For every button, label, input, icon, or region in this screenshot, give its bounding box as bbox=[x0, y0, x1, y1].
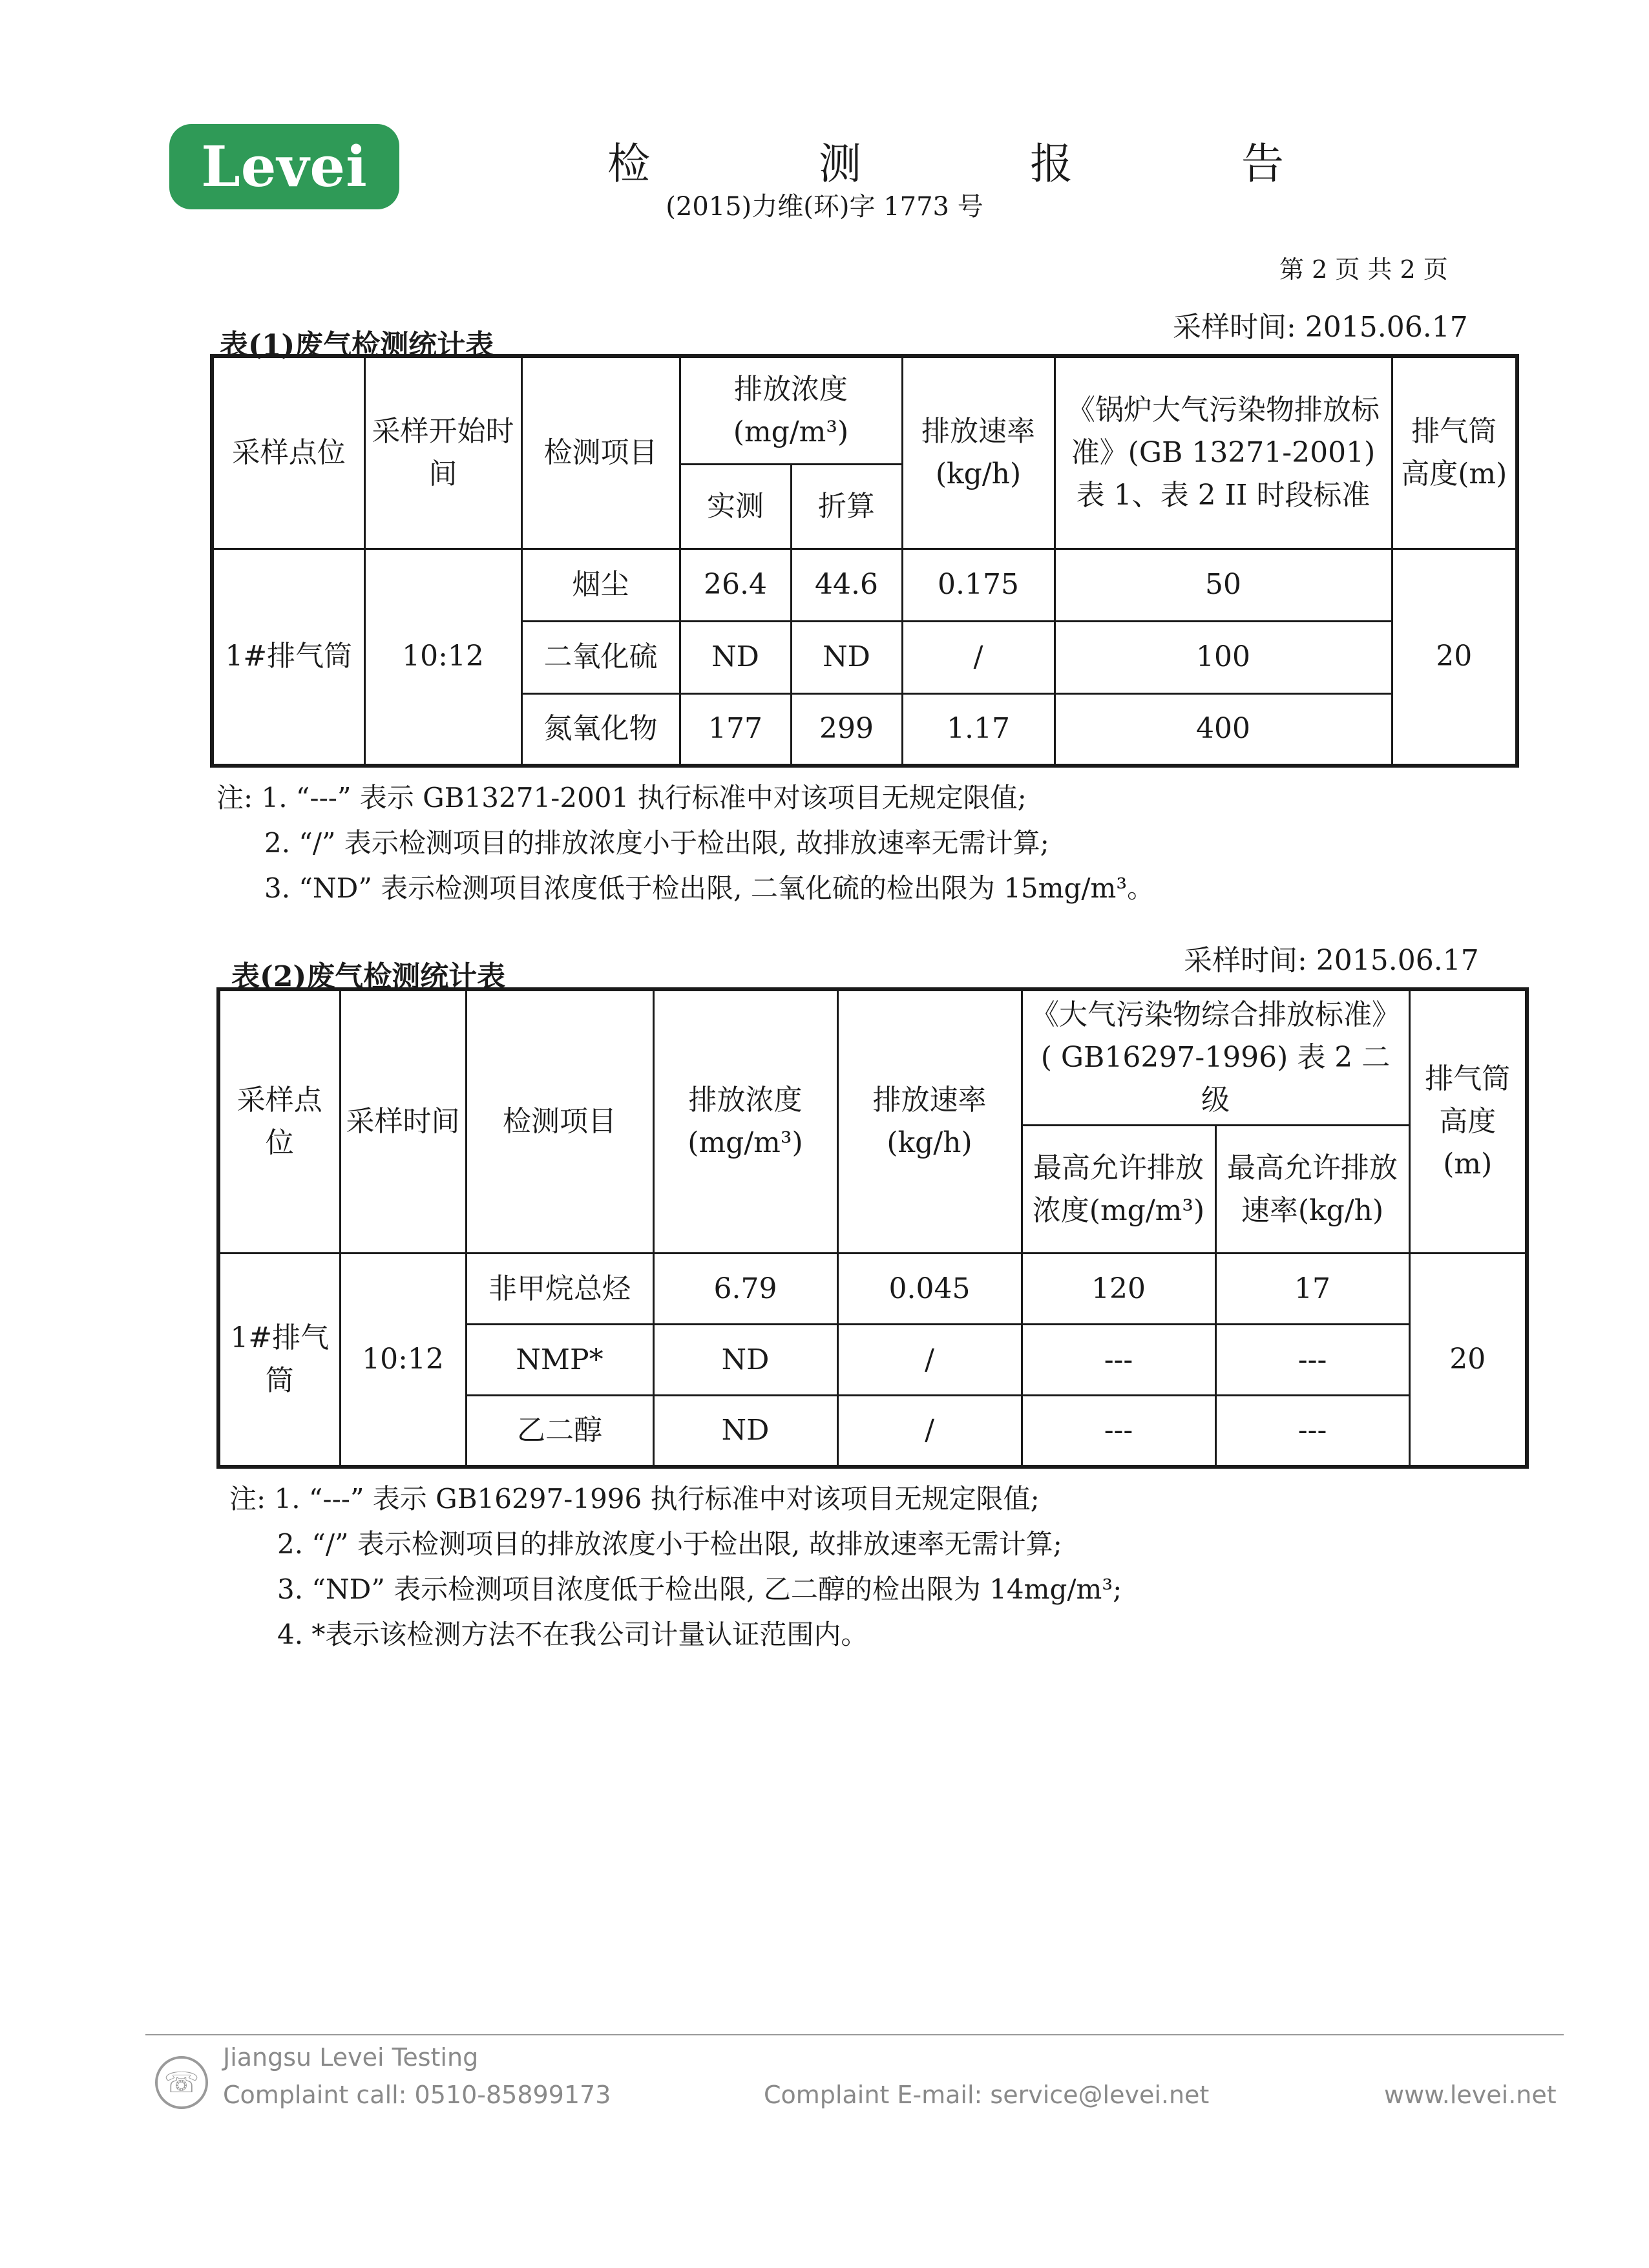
table1 bbox=[210, 354, 1519, 768]
t2-item: 非甲烷总烃 bbox=[466, 1254, 653, 1325]
t1-item: 氮氧化物 bbox=[521, 693, 680, 766]
report-number: (2015)力维(环)字 1773 号 bbox=[666, 192, 983, 222]
t2-header-standard: 《大气污染物综合排放标准》( GB16297-1996) 表 2 二级 bbox=[1022, 989, 1409, 1126]
t1-item: 烟尘 bbox=[521, 549, 680, 621]
t2-header-height: 排气筒高度(m) bbox=[1409, 989, 1527, 1254]
report-title: 检 测 报 告 bbox=[607, 139, 1361, 189]
t1-header-standard: 《锅炉大气污染物排放标准》(GB 13271-2001)表 1、表 2 II 时段标准 bbox=[1055, 356, 1392, 549]
t1-standard: 100 bbox=[1055, 621, 1392, 693]
t1-converted: 299 bbox=[791, 693, 902, 766]
t1-header-converted: 折算 bbox=[791, 465, 902, 549]
t2-max-concentration: --- bbox=[1022, 1396, 1215, 1467]
table1-notes bbox=[216, 775, 1154, 911]
phone-icon: ☏ bbox=[155, 2056, 208, 2109]
t2-header-rate: 排放速率(kg/h) bbox=[837, 989, 1022, 1254]
note-line: 3. “ND” 表示检测项目浓度低于检出限, 乙二醇的检出限为 14mg/m³; bbox=[277, 1573, 1122, 1605]
table-row bbox=[218, 1254, 1527, 1325]
t1-standard: 400 bbox=[1055, 693, 1392, 766]
note-line: 4. *表示该检测方法不在我公司计量认证范围内。 bbox=[277, 1619, 868, 1650]
t2-item: 乙二醇 bbox=[466, 1396, 653, 1467]
t2-header-time: 采样时间 bbox=[340, 989, 466, 1254]
footer-divider bbox=[145, 2034, 1564, 2035]
t2-height: 20 bbox=[1409, 1254, 1527, 1467]
t2-point: 1#排气筒 bbox=[218, 1254, 340, 1467]
t2-rate: / bbox=[837, 1325, 1022, 1396]
note-line: 3. “ND” 表示检测项目浓度低于检出限, 二氧化硫的检出限为 15mg/m³。 bbox=[264, 872, 1155, 904]
t1-standard: 50 bbox=[1055, 549, 1392, 621]
t1-header-height: 排气筒高度(m) bbox=[1392, 356, 1517, 549]
t1-measured: ND bbox=[680, 621, 791, 693]
note-line: 注: 1. “---” 表示 GB16297-1996 执行标准中对该项目无规定限值; bbox=[229, 1483, 1040, 1515]
t2-max-rate: 17 bbox=[1215, 1254, 1409, 1325]
table1-sample-time: 采样时间: 2015.06.17 bbox=[1173, 311, 1468, 344]
page-number: 第 2 页 共 2 页 bbox=[1279, 255, 1448, 284]
t1-rate: / bbox=[902, 621, 1055, 693]
note-line: 2. “/” 表示检测项目的排放浓度小于检出限, 故排放速率无需计算; bbox=[277, 1528, 1062, 1560]
t2-max-rate: --- bbox=[1215, 1396, 1409, 1467]
note-line: 2. “/” 表示检测项目的排放浓度小于检出限, 故排放速率无需计算; bbox=[264, 827, 1049, 859]
t1-header-concentration: 排放浓度(mg/m³) bbox=[680, 356, 902, 465]
t1-header-rate: 排放速率(kg/h) bbox=[902, 356, 1055, 549]
t1-measured: 177 bbox=[680, 693, 791, 766]
company-logo: Levei bbox=[169, 124, 399, 209]
t1-rate: 0.175 bbox=[902, 549, 1055, 621]
footer-company: Jiangsu Levei Testing bbox=[223, 2043, 479, 2072]
note-line: 注: 1. “---” 表示 GB13271-2001 执行标准中对该项目无规定限值; bbox=[216, 782, 1027, 814]
t2-item: NMP* bbox=[466, 1325, 653, 1396]
table2-title: 表(2)废气检测统计表 bbox=[231, 960, 506, 993]
t2-concentration: ND bbox=[653, 1396, 837, 1467]
t1-header-start-time: 采样开始时间 bbox=[364, 356, 521, 549]
footer-complaint-call: Complaint call: 0510-85899173 bbox=[223, 2081, 611, 2109]
t2-header-max-concentration: 最高允许排放浓度(mg/m³) bbox=[1022, 1126, 1215, 1254]
t1-time: 10:12 bbox=[364, 549, 521, 766]
table-row bbox=[212, 549, 1517, 621]
t2-header-max-rate: 最高允许排放速率(kg/h) bbox=[1215, 1126, 1409, 1254]
t2-header-item: 检测项目 bbox=[466, 989, 653, 1254]
t1-item: 二氧化硫 bbox=[521, 621, 680, 693]
table2-notes bbox=[229, 1476, 1122, 1657]
t2-max-concentration: 120 bbox=[1022, 1254, 1215, 1325]
t2-concentration: ND bbox=[653, 1325, 837, 1396]
table1-title: 表(1)废气检测统计表 bbox=[220, 329, 494, 362]
t1-measured: 26.4 bbox=[680, 549, 791, 621]
t1-header-measured: 实测 bbox=[680, 465, 791, 549]
t2-max-concentration: --- bbox=[1022, 1325, 1215, 1396]
t2-time: 10:12 bbox=[340, 1254, 466, 1467]
t2-rate: / bbox=[837, 1396, 1022, 1467]
t2-concentration: 6.79 bbox=[653, 1254, 837, 1325]
t1-header-point: 采样点位 bbox=[212, 356, 364, 549]
t1-rate: 1.17 bbox=[902, 693, 1055, 766]
t1-converted: ND bbox=[791, 621, 902, 693]
footer-complaint-email: Complaint E-mail: service@levei.net bbox=[764, 2081, 1210, 2109]
t2-header-point: 采样点位 bbox=[218, 989, 340, 1254]
t1-converted: 44.6 bbox=[791, 549, 902, 621]
table2 bbox=[216, 987, 1529, 1469]
table2-sample-time: 采样时间: 2015.06.17 bbox=[1184, 944, 1479, 977]
t2-max-rate: --- bbox=[1215, 1325, 1409, 1396]
t1-header-item: 检测项目 bbox=[521, 356, 680, 549]
t1-point: 1#排气筒 bbox=[212, 549, 364, 766]
t2-header-concentration: 排放浓度(mg/m³) bbox=[653, 989, 837, 1254]
t1-height: 20 bbox=[1392, 549, 1517, 766]
footer-website: www.levei.net bbox=[1384, 2081, 1557, 2109]
t2-rate: 0.045 bbox=[837, 1254, 1022, 1325]
